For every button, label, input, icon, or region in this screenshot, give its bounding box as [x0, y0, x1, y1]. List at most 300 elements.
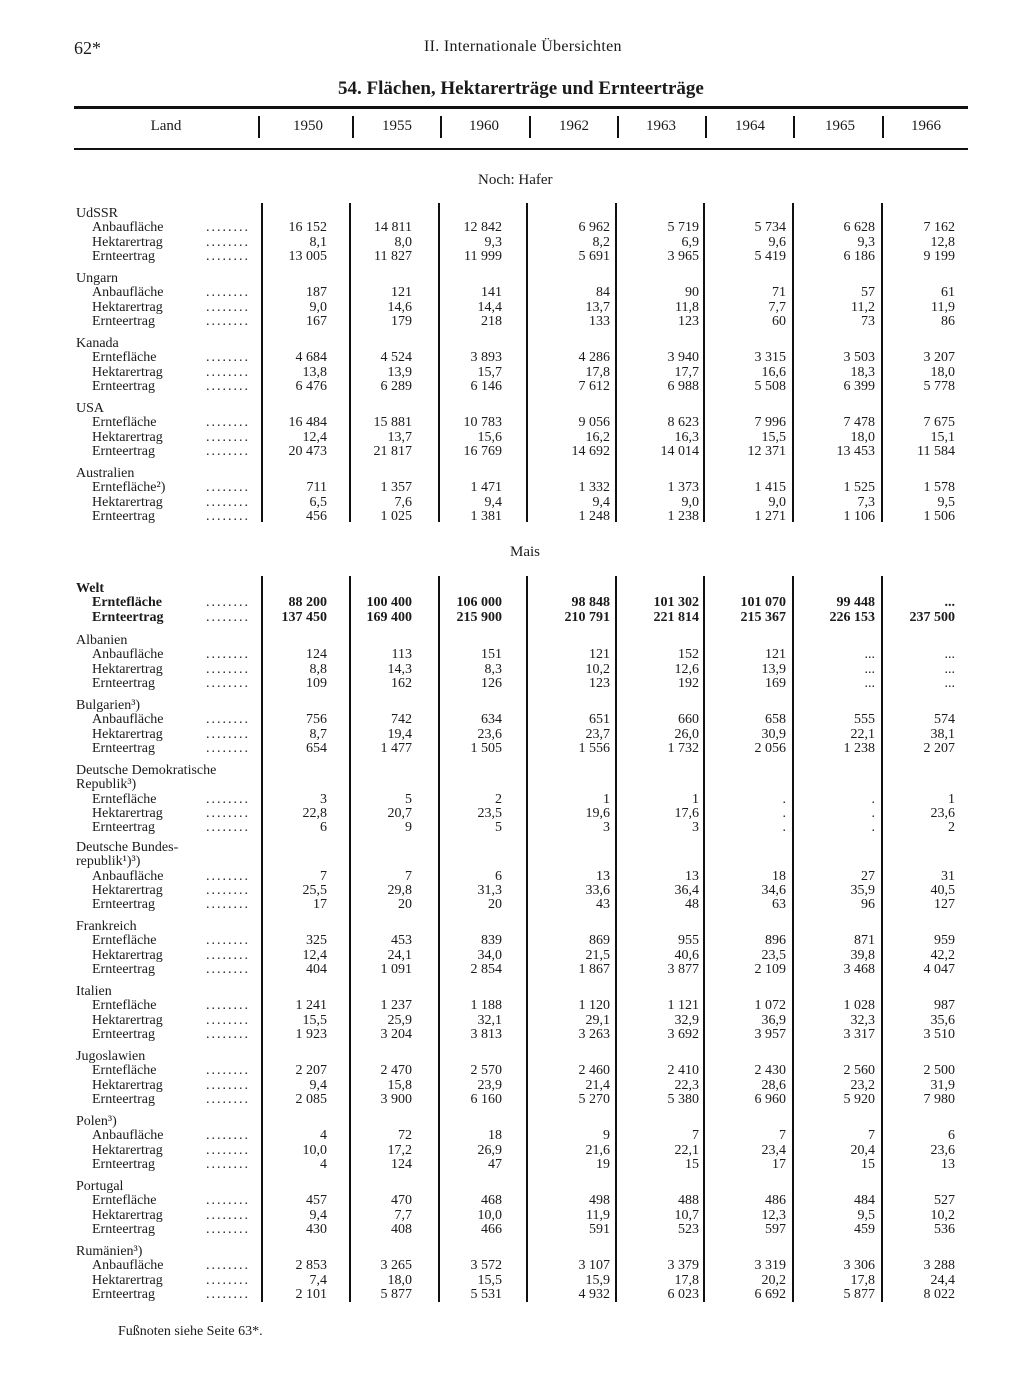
- table-cell: 6 962: [578, 220, 610, 236]
- leader-dots: ........: [206, 595, 250, 611]
- country-name: Welt: [76, 582, 104, 596]
- leader-dots: ........: [206, 1091, 250, 1107]
- table-cell: 96: [861, 897, 875, 913]
- leader-dots: ........: [206, 443, 250, 459]
- table-cell: 39,8: [850, 947, 875, 963]
- table-cell: 35,6: [930, 1012, 955, 1028]
- row-label: Anbaufläche: [92, 1129, 164, 1144]
- table-cell: 5 419: [754, 248, 786, 264]
- table-cell: 1 332: [578, 480, 610, 496]
- row-label: Hektarertrag: [92, 365, 163, 380]
- country-name: Italien: [76, 985, 112, 999]
- row-label: Ernteertrag: [92, 379, 155, 394]
- table-cell: 7 612: [578, 378, 610, 394]
- column-header-1960: 1960: [469, 118, 499, 134]
- table-cell: 23,5: [761, 947, 786, 963]
- table-cell: 8,1: [309, 234, 327, 250]
- table-cell: 651: [589, 712, 610, 728]
- table-title: 54. Flächen, Hektarerträge und Ernteerträge: [338, 78, 704, 99]
- table-cell: 63: [772, 897, 786, 913]
- header-column-divider: [258, 116, 260, 138]
- column-header-land: Land: [150, 118, 182, 134]
- table-cell: 20,7: [387, 805, 412, 821]
- table-cell: 536: [934, 1221, 955, 1237]
- table-cell: 133: [589, 313, 610, 329]
- table-cell: 15: [861, 1156, 875, 1172]
- table-row: [0, 884, 1024, 898]
- table-cell: 5 691: [578, 248, 610, 264]
- row-label: Hektarertrag: [92, 1013, 163, 1028]
- leader-dots: ........: [206, 1156, 250, 1172]
- table-cell: 32,1: [477, 1012, 502, 1028]
- row-label: Ernteertrag: [92, 444, 155, 459]
- row-label: Erntefläche: [92, 934, 157, 949]
- leader-dots: ........: [206, 1142, 250, 1158]
- table-cell: 2 500: [923, 1063, 955, 1079]
- table-cell: 32,3: [850, 1012, 875, 1028]
- table-cell: 3: [692, 820, 699, 836]
- header-rule-bottom: [74, 148, 968, 150]
- table-row: [0, 1014, 1024, 1028]
- table-cell: 987: [934, 998, 955, 1014]
- header-column-divider: [882, 116, 884, 138]
- row-label: Anbaufläche: [92, 221, 164, 236]
- table-cell: ...: [864, 661, 875, 677]
- row-label: Ernteertrag: [92, 1092, 155, 1107]
- table-cell: 23,5: [477, 805, 502, 821]
- table-cell: 25,9: [387, 1012, 412, 1028]
- table-cell: 5 778: [923, 378, 955, 394]
- table-cell: 2 207: [923, 740, 955, 756]
- table-cell: 5 508: [754, 378, 786, 394]
- table-cell: 6: [320, 820, 327, 836]
- table-cell: 869: [589, 933, 610, 949]
- table-cell: 1 867: [578, 961, 610, 977]
- header-column-divider: [529, 116, 531, 138]
- country-name-row: [0, 699, 1024, 713]
- country-name: Ungarn: [76, 272, 118, 286]
- table-row: [0, 496, 1024, 510]
- leader-dots: ........: [206, 961, 250, 977]
- table-cell: 1: [692, 791, 699, 807]
- table-cell: 18: [772, 868, 786, 884]
- table-cell: 404: [306, 961, 327, 977]
- column-header-1955: 1955: [382, 118, 412, 134]
- table-cell: 86: [941, 313, 955, 329]
- header-column-divider: [440, 116, 442, 138]
- table-cell: 17,7: [674, 364, 699, 380]
- table-cell: 20: [488, 897, 502, 913]
- table-cell: 192: [678, 675, 699, 691]
- table-cell: 30,9: [761, 726, 786, 742]
- leader-dots: ........: [206, 415, 250, 431]
- header-rule-top: [74, 106, 968, 109]
- table-cell: 13,7: [585, 299, 610, 315]
- table-row: [0, 713, 1024, 727]
- table-cell: 1 923: [295, 1026, 327, 1042]
- leader-dots: ........: [206, 378, 250, 394]
- table-cell: 4 286: [578, 350, 610, 366]
- table-cell: 109: [306, 675, 327, 691]
- table-cell: 3: [603, 820, 610, 836]
- row-label: Hektarertrag: [92, 948, 163, 963]
- table-row: [0, 366, 1024, 380]
- table-cell: 88 200: [288, 595, 327, 611]
- table-cell: 9: [603, 1128, 610, 1144]
- table-cell: 12,4: [302, 429, 327, 445]
- table-cell: 457: [306, 1193, 327, 1209]
- table-cell: 106 000: [456, 595, 502, 611]
- table-cell: ...: [944, 661, 955, 677]
- leader-dots: ........: [206, 1077, 250, 1093]
- country-name: Portugal: [76, 1180, 124, 1194]
- table-cell: 3 319: [754, 1258, 786, 1274]
- table-cell: 16 152: [288, 220, 327, 236]
- leader-dots: ........: [206, 364, 250, 380]
- table-cell: 1 556: [578, 740, 610, 756]
- table-cell: 1 477: [380, 740, 412, 756]
- table-cell: 23,2: [850, 1077, 875, 1093]
- country-name-row: [0, 207, 1024, 221]
- table-cell: 9,5: [937, 494, 955, 510]
- table-cell: 14,4: [477, 299, 502, 315]
- table-cell: 15,6: [477, 429, 502, 445]
- table-cell: 3: [320, 791, 327, 807]
- table-cell: 29,1: [585, 1012, 610, 1028]
- table-cell: 21,5: [585, 947, 610, 963]
- table-row: [0, 315, 1024, 329]
- table-cell: 3 940: [667, 350, 699, 366]
- row-label: Hektarertrag: [92, 300, 163, 315]
- row-label: Ernteertrag: [92, 1027, 155, 1042]
- row-label: Erntefläche²): [92, 481, 166, 496]
- table-cell: 2 056: [754, 740, 786, 756]
- table-cell: 5 270: [578, 1091, 610, 1107]
- table-cell: 20: [398, 897, 412, 913]
- table-cell: 11,8: [675, 299, 699, 315]
- leader-dots: ........: [206, 647, 250, 663]
- table-cell: 9,0: [681, 494, 699, 510]
- table-cell: 468: [481, 1193, 502, 1209]
- country-name: Jugoslawien: [76, 1050, 146, 1064]
- table-cell: 498: [589, 1193, 610, 1209]
- table-cell: 5 734: [754, 220, 786, 236]
- table-cell: 8,8: [309, 661, 327, 677]
- table-cell: .: [782, 820, 786, 836]
- table-cell: 9,5: [857, 1207, 875, 1223]
- table-cell: 1 271: [754, 508, 786, 524]
- table-cell: 31: [941, 868, 955, 884]
- country-name-row: [0, 841, 1024, 855]
- table-cell: .: [782, 805, 786, 821]
- table-row: [0, 1129, 1024, 1143]
- table-row: [0, 596, 1024, 610]
- table-cell: 71: [772, 285, 786, 301]
- table-cell: 5: [495, 820, 502, 836]
- leader-dots: ........: [206, 248, 250, 264]
- table-cell: 3 204: [380, 1026, 412, 1042]
- table-cell: 955: [678, 933, 699, 949]
- table-cell: 1 471: [470, 480, 502, 496]
- table-row: [0, 728, 1024, 742]
- table-cell: 2 430: [754, 1063, 786, 1079]
- table-cell: .: [871, 791, 875, 807]
- row-label: Ernteertrag: [92, 1287, 155, 1302]
- table-cell: 20 473: [288, 443, 327, 459]
- table-row: [0, 1223, 1024, 1237]
- table-cell: 36,9: [761, 1012, 786, 1028]
- table-cell: 18: [488, 1128, 502, 1144]
- table-cell: 12 371: [747, 443, 786, 459]
- table-row: [0, 949, 1024, 963]
- country-name: USA: [76, 402, 105, 416]
- table-cell: 19,4: [387, 726, 412, 742]
- leader-dots: ........: [206, 933, 250, 949]
- table-cell: 11,9: [931, 299, 955, 315]
- table-row: [0, 481, 1024, 495]
- table-cell: 654: [306, 740, 327, 756]
- table-cell: 408: [391, 1221, 412, 1237]
- table-cell: 16 484: [288, 415, 327, 431]
- row-label: Hektarertrag: [92, 1078, 163, 1093]
- table-cell: 1 241: [295, 998, 327, 1014]
- table-cell: 10 783: [463, 415, 502, 431]
- table-cell: 99 448: [836, 595, 875, 611]
- table-row: [0, 286, 1024, 300]
- row-label: Erntefläche: [92, 1064, 157, 1079]
- table-cell: 1 120: [578, 998, 610, 1014]
- table-cell: 14,3: [387, 661, 412, 677]
- table-cell: 9,0: [309, 299, 327, 315]
- table-cell: 237 500: [909, 609, 955, 625]
- table-cell: 7,6: [394, 494, 412, 510]
- table-row: [0, 898, 1024, 912]
- table-cell: 10,7: [674, 1207, 699, 1223]
- table-cell: 3 379: [667, 1258, 699, 1274]
- table-cell: .: [871, 820, 875, 836]
- page-number: 62*: [74, 38, 101, 58]
- table-cell: 18,0: [387, 1272, 412, 1288]
- table-cell: 2 470: [380, 1063, 412, 1079]
- table-cell: 167: [306, 313, 327, 329]
- table-cell: .: [871, 805, 875, 821]
- table-cell: 9,0: [768, 494, 786, 510]
- table-row: [0, 416, 1024, 430]
- table-cell: 57: [861, 285, 875, 301]
- table-cell: 10,0: [302, 1142, 327, 1158]
- table-cell: 23,6: [477, 726, 502, 742]
- table-cell: 9,3: [484, 234, 502, 250]
- row-label: Hektarertrag: [92, 883, 163, 898]
- country-name-row: [0, 1115, 1024, 1129]
- table-cell: .: [782, 791, 786, 807]
- table-cell: 2 570: [470, 1063, 502, 1079]
- header-column-divider: [705, 116, 707, 138]
- table-row: [0, 1144, 1024, 1158]
- table-cell: 14 692: [571, 443, 610, 459]
- table-cell: 14 014: [660, 443, 699, 459]
- country-name-row: [0, 855, 1024, 869]
- header-column-divider: [352, 116, 354, 138]
- table-cell: 101 070: [740, 595, 786, 611]
- row-label: Ernteertrag: [92, 249, 155, 264]
- table-cell: 221 814: [653, 609, 699, 625]
- table-cell: 6 476: [295, 378, 327, 394]
- table-cell: 152: [678, 647, 699, 663]
- table-cell: ...: [864, 675, 875, 691]
- country-name: Deutsche Bundes-: [76, 841, 179, 855]
- leader-dots: ........: [206, 285, 250, 301]
- table-cell: 4: [320, 1156, 327, 1172]
- leader-dots: ........: [206, 740, 250, 756]
- leader-dots: ........: [206, 882, 250, 898]
- table-row: [0, 510, 1024, 524]
- country-name-row: [0, 1180, 1024, 1194]
- table-cell: 7,4: [309, 1272, 327, 1288]
- table-cell: 6 160: [470, 1091, 502, 1107]
- table-cell: 215 367: [740, 609, 786, 625]
- row-label: Ernteertrag: [92, 1222, 155, 1237]
- table-cell: 1 415: [754, 480, 786, 496]
- table-cell: 523: [678, 1221, 699, 1237]
- table-row: [0, 445, 1024, 459]
- table-row: [0, 351, 1024, 365]
- table-cell: 470: [391, 1193, 412, 1209]
- table-cell: 169 400: [366, 609, 412, 625]
- table-cell: 42,2: [930, 947, 955, 963]
- table-cell: 123: [589, 675, 610, 691]
- row-label: Hektarertrag: [92, 806, 163, 821]
- table-cell: 61: [941, 285, 955, 301]
- table-cell: 20,4: [850, 1142, 875, 1158]
- table-cell: 8 623: [667, 415, 699, 431]
- table-cell: 8,2: [592, 234, 610, 250]
- row-label: Hektarertrag: [92, 1143, 163, 1158]
- table-cell: 218: [481, 313, 502, 329]
- table-cell: 2 460: [578, 1063, 610, 1079]
- row-label: Ernteertrag: [92, 610, 164, 625]
- table-cell: 7: [320, 868, 327, 884]
- table-cell: 48: [685, 897, 699, 913]
- table-cell: 13: [941, 1156, 955, 1172]
- table-cell: 660: [678, 712, 699, 728]
- table-cell: 597: [765, 1221, 786, 1237]
- table-cell: 2: [495, 791, 502, 807]
- row-label: Ernteertrag: [92, 898, 155, 913]
- leader-dots: ........: [206, 998, 250, 1014]
- table-cell: 7: [868, 1128, 875, 1144]
- table-cell: 29,8: [387, 882, 412, 898]
- table-row: [0, 663, 1024, 677]
- table-cell: 3 692: [667, 1026, 699, 1042]
- table-cell: 31,3: [477, 882, 502, 898]
- table-row: [0, 250, 1024, 264]
- column-header-1964: 1964: [735, 118, 765, 134]
- table-cell: 3 877: [667, 961, 699, 977]
- table-cell: 896: [765, 933, 786, 949]
- table-cell: 3 510: [923, 1026, 955, 1042]
- table-cell: 7,7: [768, 299, 786, 315]
- table-cell: 1 072: [754, 998, 786, 1014]
- table-cell: ...: [944, 647, 955, 663]
- table-row: [0, 301, 1024, 315]
- country-name: Rumänien³): [76, 1245, 143, 1259]
- table-cell: 5 877: [380, 1286, 412, 1302]
- table-row: [0, 1274, 1024, 1288]
- table-cell: 40,6: [674, 947, 699, 963]
- table-cell: 6 960: [754, 1091, 786, 1107]
- row-label: Ernteertrag: [92, 314, 155, 329]
- country-name: Australien: [76, 467, 135, 481]
- leader-dots: ........: [206, 1193, 250, 1209]
- table-cell: 6,5: [309, 494, 327, 510]
- leader-dots: ........: [206, 947, 250, 963]
- table-cell: 36,4: [674, 882, 699, 898]
- table-cell: 3 468: [843, 961, 875, 977]
- table-cell: 23,6: [930, 805, 955, 821]
- country-name-row: [0, 764, 1024, 778]
- country-name-row: [0, 467, 1024, 481]
- table-cell: 13,7: [387, 429, 412, 445]
- table-row: [0, 431, 1024, 445]
- table-cell: 124: [391, 1156, 412, 1172]
- leader-dots: ........: [206, 313, 250, 329]
- table-cell: 1 578: [923, 480, 955, 496]
- table-cell: 4 047: [923, 961, 955, 977]
- table-cell: 16,6: [761, 364, 786, 380]
- table-cell: 47: [488, 1156, 502, 1172]
- table-cell: 17,8: [674, 1272, 699, 1288]
- table-cell: 7 162: [923, 220, 955, 236]
- table-row: [0, 648, 1024, 662]
- table-cell: 10,2: [930, 1207, 955, 1223]
- table-cell: 162: [391, 675, 412, 691]
- row-label: Anbaufläche: [92, 286, 164, 301]
- table-cell: 453: [391, 933, 412, 949]
- country-name-row: [0, 272, 1024, 286]
- leader-dots: ........: [206, 220, 250, 236]
- table-cell: 1 381: [470, 508, 502, 524]
- row-label: Erntefläche: [92, 1194, 157, 1209]
- table-cell: 60: [772, 313, 786, 329]
- country-name-row: [0, 1050, 1024, 1064]
- table-cell: 22,1: [850, 726, 875, 742]
- table-cell: 1 732: [667, 740, 699, 756]
- table-cell: 9,4: [592, 494, 610, 510]
- table-cell: 7,3: [857, 494, 875, 510]
- leader-dots: ........: [206, 609, 250, 625]
- table-cell: 7 675: [923, 415, 955, 431]
- table-cell: 1 106: [843, 508, 875, 524]
- table-cell: 24,1: [387, 947, 412, 963]
- row-label: Hektarertrag: [92, 430, 163, 445]
- column-header-1966: 1966: [911, 118, 941, 134]
- table-cell: 11,9: [586, 1207, 610, 1223]
- table-cell: 3 503: [843, 350, 875, 366]
- table-cell: 215 900: [456, 609, 502, 625]
- table-cell: 1 237: [380, 998, 412, 1014]
- table-row: [0, 999, 1024, 1013]
- country-name-row: [0, 337, 1024, 351]
- table-cell: 101 302: [653, 595, 699, 611]
- table-cell: 9,4: [309, 1077, 327, 1093]
- country-name: Kanada: [76, 337, 119, 351]
- table-row: [0, 1259, 1024, 1273]
- header-column-divider: [793, 116, 795, 138]
- row-label: Hektarertrag: [92, 495, 163, 510]
- table-cell: 1 121: [667, 998, 699, 1014]
- table-cell: 15,5: [302, 1012, 327, 1028]
